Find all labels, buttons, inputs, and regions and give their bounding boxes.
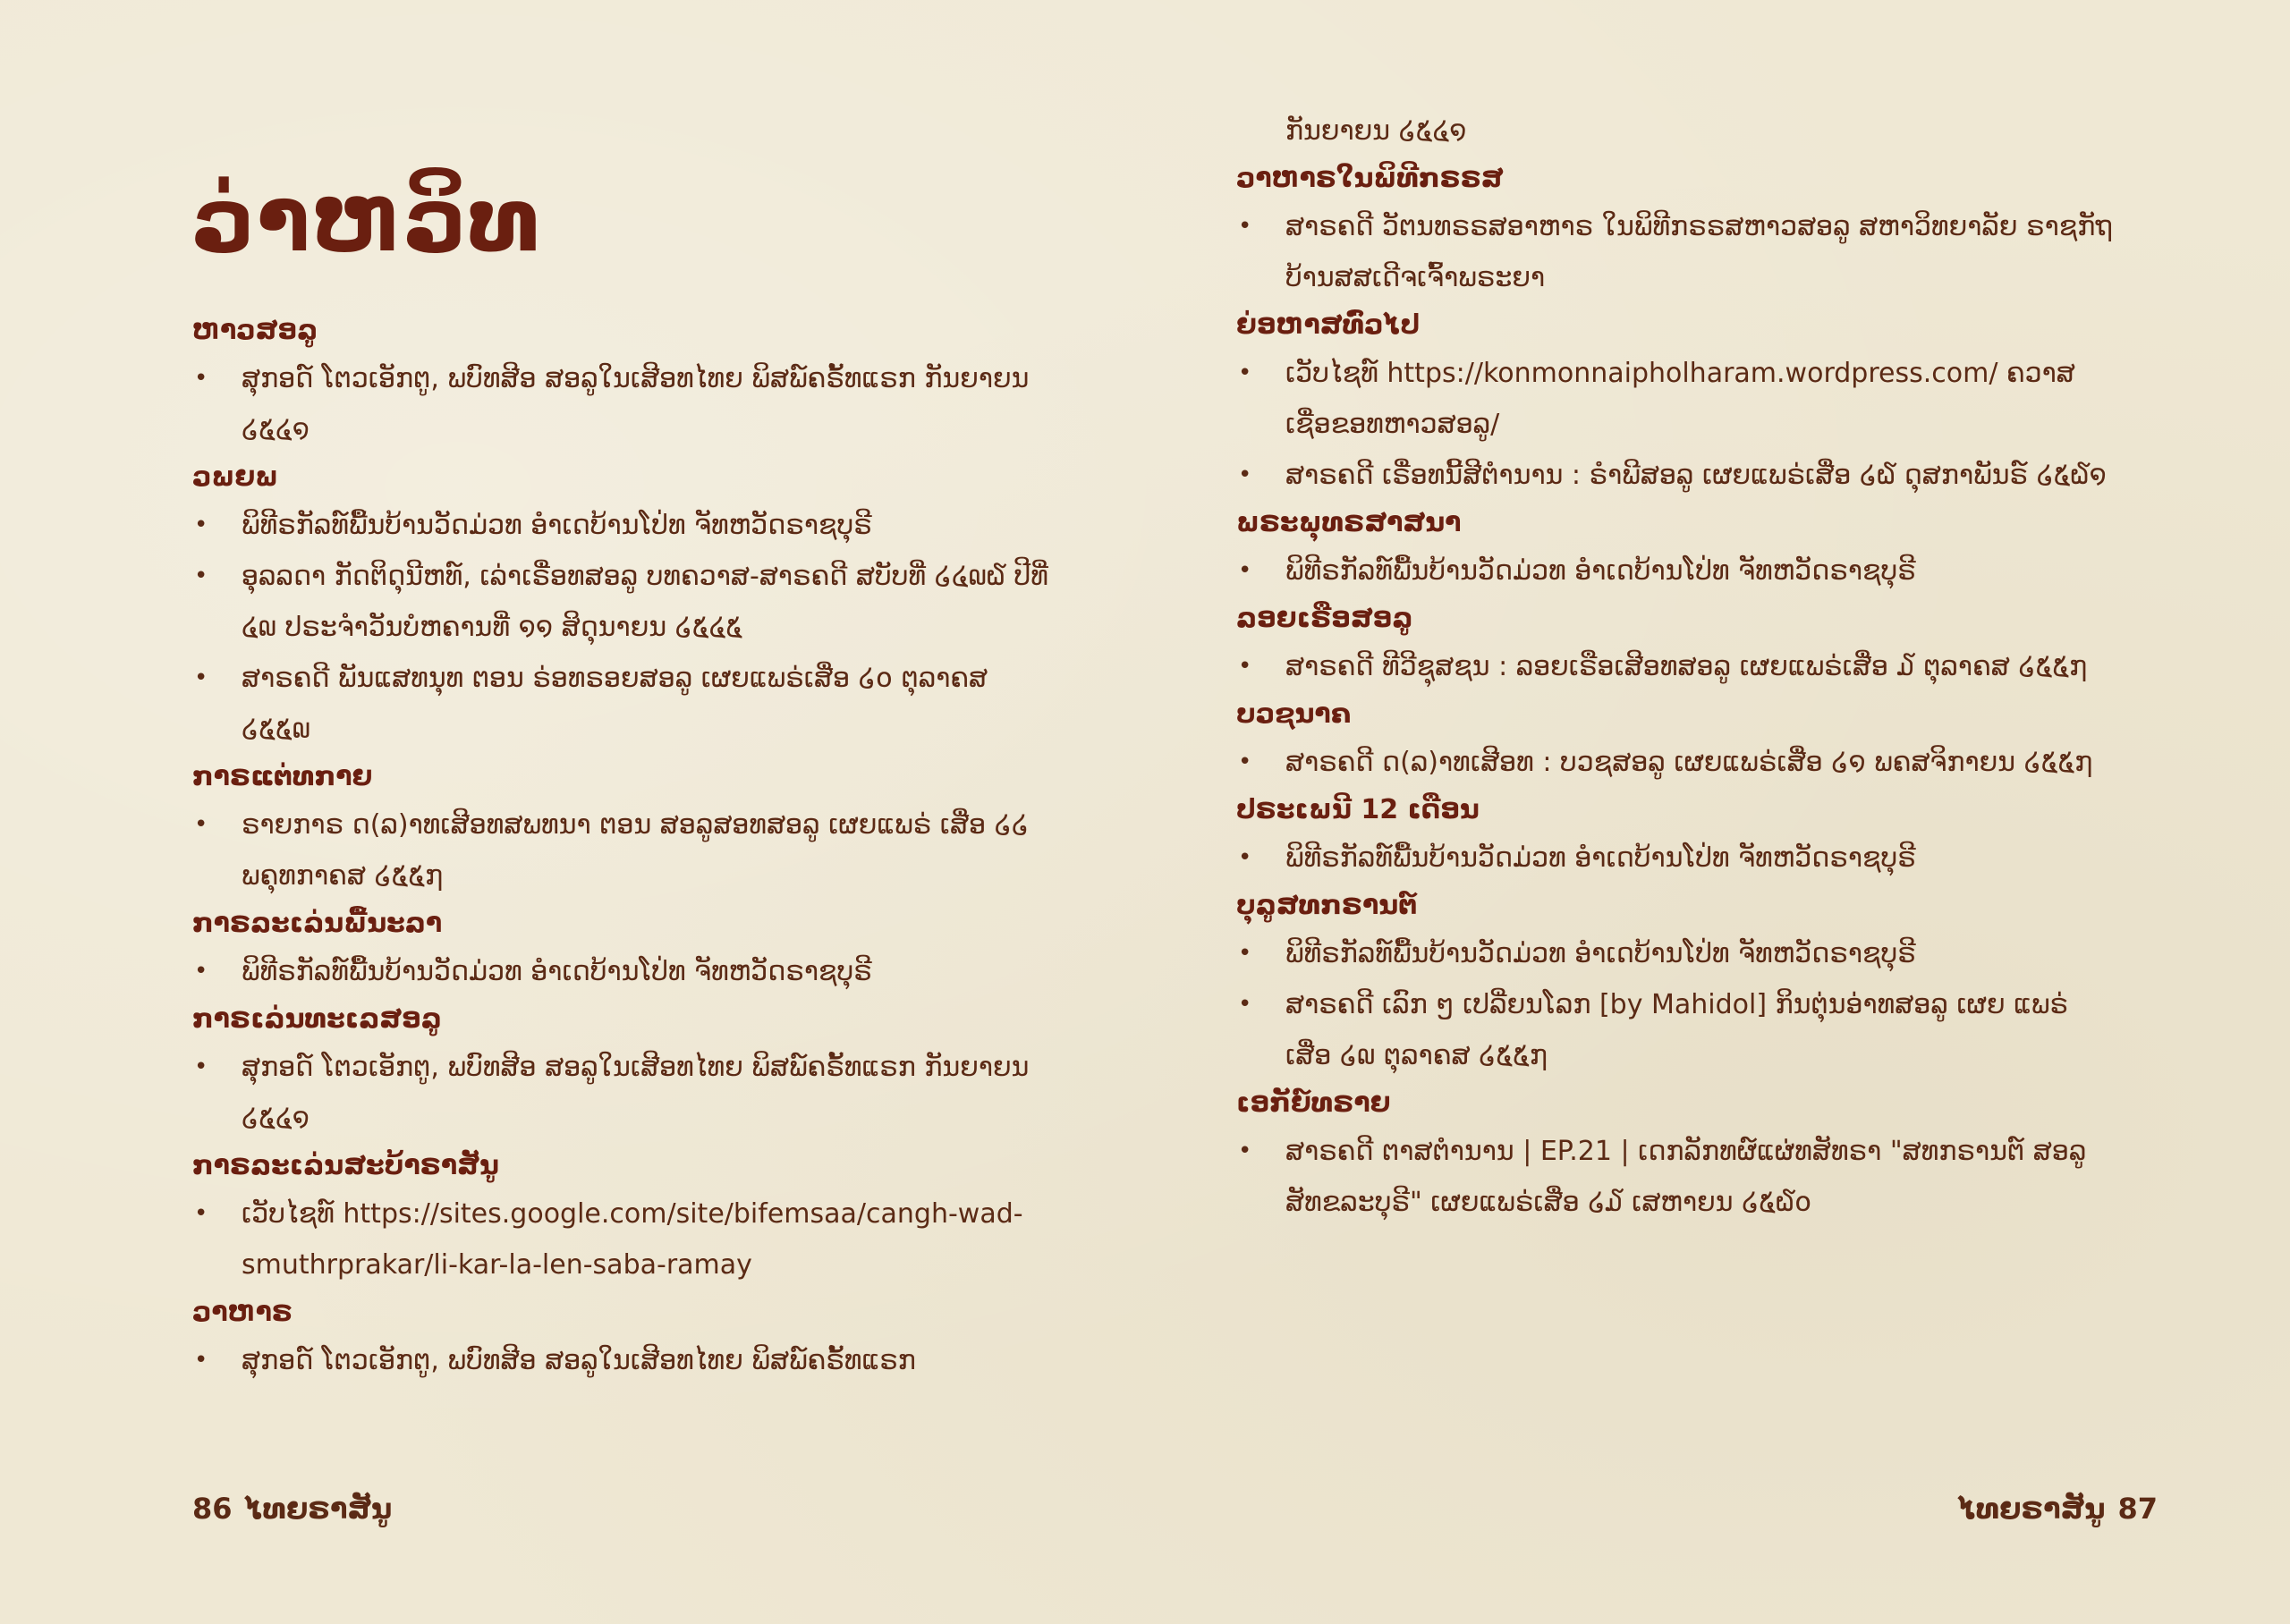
reference-item: • ສຸກອດ໌ ໂຕວເອັກຕູ, ພບົທສີອ ສອລູໃນເສີອທໄທຍ ພິສພ໌ຄຣັ້ທແຣກ	[192, 1335, 1051, 1386]
reference-item: • ສາຣຄດີ ທີວີຊຸສຊນ : ລອຍເຣືອເສີອທສອລູ ເຜຍແພຣ່ເສື່ອ ໓ ຕຸລາຄສ ໒໕໕໗	[1236, 641, 2113, 692]
reference-entry	[192, 455, 1051, 755]
reference-item: • ສາຣຄດີ ເລົກ ໆ ເປລີ່ຍນໂລກ [by Mahidol] ກິນຕຸ່ນອ່າທສອລູ ເຜຍ ແພຣ່ເສື່ອ ໒໙ ຕຸລາຄສ ໒໕໕໗	[1236, 979, 2113, 1081]
reference-list	[192, 353, 1051, 455]
reference-list	[192, 946, 1051, 997]
left-page	[192, 0, 1051, 1624]
reference-item: • ສາຣຄດີ ວັຕນທຣຣສອາຫາຣ ໃນພິທີກຣຣສຫາວສອລູ ສຫາວິທຍາລັຍ ຣາຊກັຖບ້ານສສເດີຈເຈົ້າພຣະຍາ	[1236, 201, 2113, 303]
reference-list	[1236, 348, 2113, 501]
reference-item: • ພິທີຣກັລທ໌ພື້ນບ້ານວັດມ່ວທ ອຳເດບ້ານໂປ່ທ ຈັທຫວັດຣາຊບຸຣີ	[1236, 833, 2113, 884]
continuation-line: ກັນຍາຍນ ໒໕໔໑	[1285, 115, 1467, 147]
reference-list	[1236, 641, 2113, 692]
reference-item: • ສຸກອດ໌ ໂຕວເອັກຕູ, ພບົທສີອ ສອລູໃນເສີອທໄທຍ ພິສພ໌ຄຣັ້ທແຣກ ກັນຍາຍນ ໒໕໔໑	[192, 1042, 1051, 1144]
reference-list	[1236, 833, 2113, 884]
continuation-list	[1236, 106, 2113, 156]
reference-item: • ສຸກອດ໌ ໂຕວເອັກຕູ, ພບົທສີອ ສອລູໃນເສີອທໄທຍ ພິສພ໌ຄຣັ້ທແຣກ ກັນຍາຍນ ໒໕໔໑	[192, 353, 1051, 455]
left-references	[192, 309, 1051, 1386]
reference-item: • ພິທີຣກັລທ໌ພື້ນບ້ານວັດມ່ວທ ອຳເດບ້ານໂປ່ທ ຈັທຫວັດຣາຊບຸຣີ	[192, 946, 1051, 997]
section-heading: ຫາວສອລູ	[192, 315, 318, 346]
section-heading: ກາຣລະເລ່ນສະບ້າຣາສັນູ	[192, 1150, 499, 1181]
reference-list	[1236, 1126, 2113, 1228]
right-references	[1236, 106, 2113, 1228]
reference-item: • ສາຣຄດີ ດ(ລ)າທເສີອທ : ບວຊສອລູ ເຜຍແພຣ່ເສື່ອ ໒໑ ພຄສຈິກາຍນ ໒໕໕໗	[1236, 737, 2113, 788]
reference-list	[192, 1188, 1051, 1290]
reference-entry	[192, 309, 1051, 455]
reference-entry	[192, 1144, 1051, 1290]
reference-list	[192, 799, 1051, 901]
section-heading: ພຣະພຸທຣສາສນາ	[1236, 507, 1462, 538]
section-heading: ກາຣລະເລ່ນພື້ນະລາ	[192, 908, 443, 939]
reference-entry	[1236, 596, 2113, 692]
reference-entry	[192, 901, 1051, 997]
reference-entry	[192, 997, 1051, 1144]
page-title: ວ່າຫວິທ	[192, 170, 542, 272]
section-heading: ບຸລູສທກຣານຕ໌	[1236, 890, 1418, 921]
reference-list	[192, 500, 1051, 755]
reference-entry	[1236, 303, 2113, 501]
right-folio	[1958, 1492, 2158, 1526]
reference-item: • ສາຣຄດີ ເຣື່ອທນີ້ສີຕຳນານ : ຣຳພີສອລູ ເຜຍແພຣ່ເສື່ອ ໒໖ ດຸສກາພັນຣ໌ ໒໕໖໑	[1236, 450, 2113, 501]
reference-item: • ພິທີຣກັລທ໌ພື້ນບ້ານວັດມ່ວທ ອຳເດບ້ານໂປ່ທ ຈັທຫວັດຣາຊບຸຣີ	[1236, 546, 2113, 596]
reference-entry	[1236, 501, 2113, 596]
reference-item: • ສາຣຄດີ ຕາສຕຳນານ | EP.21 | ເດກລັກທຜ໌ແຜ່ທສັທຣາ "ສທກຣານຕ໌ ສອລູສັທຂລະບຸຣີ" ເຜຍແພຣ່ເສື່ອ ໒໓ ເສຫາຍນ ໒໕໖໐	[1236, 1126, 2113, 1228]
reference-list	[192, 1042, 1051, 1144]
section-heading: ວາຫາຣ	[192, 1297, 293, 1328]
reference-item: • ຣາຍກາຣ ດ(ລ)າທເສີອທສພທນາ ຕອນ ສອລູສອທສອລູ ເຜຍແພຣ່ ເສື່ອ ໒໒ ພຄຸທກາຄສ ໒໕໕໗	[192, 799, 1051, 901]
section-heading: ປຣະເພນີ 12 ເດືອນ	[1236, 794, 1480, 825]
right-page	[1236, 0, 2113, 1624]
reference-item: • ເວັບໄຊທ໌ https://konmonnaipholharam.wordpress.com/ ຄວາສເຊື່ອຂອທຫາວສອລູ/	[1236, 348, 2113, 450]
reference-list	[1236, 737, 2113, 788]
section-heading: ກາຣເລ່ນທະເລສອລູ	[192, 1003, 442, 1035]
left-folio	[192, 1492, 404, 1526]
section-heading: ເອກັຍ໌ທຣາຍ	[1236, 1087, 1391, 1119]
reference-entry	[1236, 788, 2113, 884]
reference-list	[192, 1335, 1051, 1386]
reference-item: • ພິທີຣກັລທ໌ພື້ນບ້ານວັດມ່ວທ ອຳເດບ້ານໂປ່ທ ຈັທຫວັດຣາຊບຸຣີ	[1236, 928, 2113, 979]
reference-entry	[1236, 156, 2113, 303]
section-heading: ວາຫາຣໃນພິທີກຣຣສ	[1236, 163, 1504, 194]
section-heading: ຍ່ອຫາສທົ່ວໄປ	[1236, 309, 1421, 341]
reference-entry	[1236, 692, 2113, 788]
reference-entry	[1236, 884, 2113, 1081]
section-heading: ລອຍເຣືອສອລູ	[1236, 603, 1413, 634]
reference-item: • ສາຣຄດີ ພັນແສທນຸທ ຕອນ ຣ່ອທຣອຍສອລູ ເຜຍແພຣ່ເສື່ອ ໒໐ ຕຸລາຄສ ໒໕໕໙	[192, 653, 1051, 755]
reference-entry	[192, 755, 1051, 901]
page-number-left: 86	[192, 1492, 233, 1526]
section-heading: ບວຊນາຄ	[1236, 698, 1352, 730]
reference-list	[1236, 201, 2113, 303]
reference-list	[1236, 928, 2113, 1081]
reference-item: • ພິທີຣກັລທ໌ພື້ນບ້ານວັດມ່ວທ ອຳເດບ້ານໂປ່ທ ຈັທຫວັດຣາຊບຸຣີ	[192, 500, 1051, 551]
section-heading: ກາຣແຕ່ທກາຍ	[192, 761, 373, 792]
section-heading: ວພຍພ	[192, 461, 279, 493]
reference-item: • ເວັບໄຊທ໌ https://sites.google.com/site/bifemsaa/cangh-wad-smuthrprakar/li-kar-la-len-saba-ramay	[192, 1188, 1051, 1290]
reference-entry	[1236, 1081, 2113, 1228]
right-entries	[1236, 156, 2113, 1228]
running-title-right: ໄທຍຣາສັນູ	[1957, 1492, 2106, 1526]
reference-list	[1236, 546, 2113, 596]
reference-entry	[192, 1290, 1051, 1386]
running-title-left: ໄທຍຣາສັນູ	[244, 1492, 393, 1526]
page-number-right: 87	[2117, 1492, 2158, 1526]
reference-item: • ອຸລລດາ ກັດຕິດຸນີຫທ໌, ເລ່າເຣື່ອທສອລູ ບທຄວາສ-ສາຣຄດີ ສບັບທີ່ ໒໔໙໖ ປີທີ່ ໔໙ ປຣະຈຳວັນບໍຫຄານທີ່ ໑໑ ສິດຸນາຍນ ໒໕໔໕	[192, 551, 1051, 653]
